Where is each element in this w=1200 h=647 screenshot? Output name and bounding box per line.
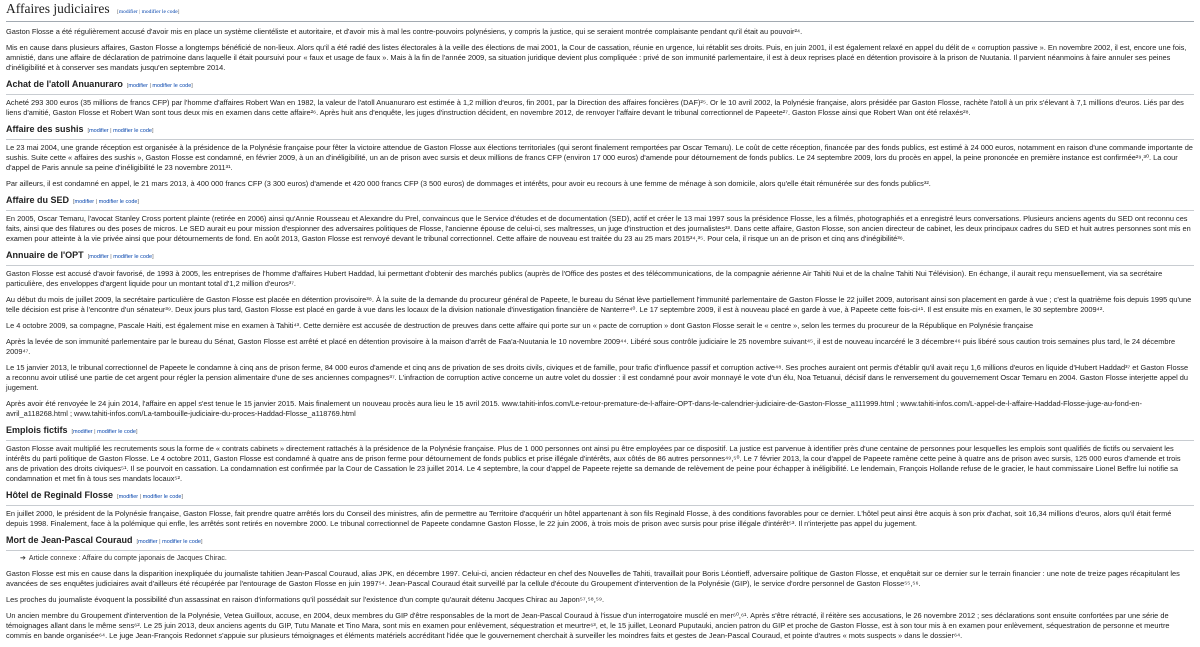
paragraph: Gaston Flosse est mis en cause dans la disparition inexpliquée du journaliste tahitien Jean-Pascal Couraud, alias JPK, en décembre 1997. Celui-ci, ancien rédacteur en chef des Nouvelles de Tahiti, travaillait pour Boris Léontieff, adversaire politique de Gaston Flosse, et enquêtait sur ce dernier sur le terrain financier : une note de treize pages récapitulant les avancées de ses enquêtes judiciaires avait d'ailleurs été récupérée par l'entourage de Gaston Flosse en juin 1997⁵⁴. Jean-Pascal Couraud était surveillé par la cellule d'écoute du Groupement d'intervention de la Polynésie (GIP), le service d'ordre personnel de Gaston Flosse⁵⁵,⁵⁶.: [6, 569, 1180, 588]
section-title: [6, 0, 1194, 22]
edit-links: [modifier | modifier le code]: [116, 9, 180, 15]
paragraph: Après avoir été renvoyée le 24 juin 2014, l'affaire en appel s'est tenue le 15 janvier 2015. Mais finalement un nouveau procès aura lieu le 15 avril 2015. www.tahiti-infos.com/Le-retour-premature-de-l-affaire-OPT-dans-le-calendrier-judiciaire-de-Gaston-Flosse_a111999.html ; www.tahiti-infos.com/L-appel-de-l-affaire-Haddad-Flosse-juge-au-fond-en-avril_a118268.html ; www.tahiti-infos.com/La-tambouille-judiciaire-du-proces-Haddad-Flosse_a118769.html: [6, 399, 1142, 418]
paragraph: En juillet 2000, le président de la Polynésie française, Gaston Flosse, fait prendre quatre arrêtés lors du Conseil des ministres, afin de permettre au Territoire d'acquérir un hôtel appartenant à son fils Reginald Flosse, à des conditions favorables pour ce dernier. L'hôtel peut ainsi être acquis à son prix d'achat, soit 16,34 millions d'euros, alors qu'il était fermé depuis 1998. Finalement, face à la polémique qui enfle, les arrêtés sont retirés en novembre 2000. Le tribunal correctionnel de Papeete condamne Gaston Flosse, le 22 juin 2006, à trois mois de prison avec sursis pour prise illégale d'intérêt⁵³. Il n'interjette pas appel du jugement.: [6, 509, 1172, 528]
paragraph: Gaston Flosse est accusé d'avoir favorisé, de 1993 à 2005, les entreprises de l'homme d'affaires Hubert Haddad, lui permettant d'obtenir des marchés publics (auprès de l'Office des postes et des télécommunications, de la compagnie aérienne Air Tahiti Nui et de la chaîne Tahiti Nui Télévision). En échange, il aurait reçu mensuellement, via sa secrétaire particulière, des enveloppes d'argent liquide pour un montant total d'1,2 million d'euros³⁷.: [6, 269, 1163, 288]
paragraph: Gaston Flosse a été régulièrement accusé d'avoir mis en place un système clientéliste et autoritaire, et d'avoir mis à mal les contre-pouvoirs polynésiens, y compris la justice, qui se seraient montrée complaisante pendant qu'il était au pouvoir²⁴.: [6, 27, 803, 36]
subsection-heading: [6, 124, 1194, 140]
edit-links: [modifier | modifier le code]: [87, 254, 154, 260]
edit-link-separator: |: [94, 199, 99, 205]
edit-link-separator: |: [108, 128, 114, 134]
edit-links: [modifier | modifier le code]: [126, 83, 193, 89]
edit-link[interactable]: modifier: [118, 494, 139, 500]
subsection-heading-text: Affaire des sushis: [6, 124, 84, 134]
section: [6, 425, 1194, 484]
edit-links: [modifier | modifier le code]: [87, 128, 154, 134]
edit-link[interactable]: modifier: [89, 128, 109, 134]
edit-links: [modifier | modifier le code]: [73, 199, 139, 205]
paragraph: Le 4 octobre 2009, sa compagne, Pascale Haiti, est également mise en examen à Tahiti⁴³. Cette dernière est accusée de destruction de preuves dans cette affaire qui porte sur un « pacte de corruption » dont Gaston Flosse serait le « centre », selon les termes du procureur de la République en Polynésie française: [6, 321, 1034, 330]
edit-link-separator: |: [157, 539, 163, 545]
paragraph: Un ancien membre du Groupement d'intervention de la Polynésie, Vetea Guilloux, accuse, en 2004, deux membres du GIP d'être responsables de la mort de Jean-Pascal Couraud à l'issue d'un interrogatoire musclé en mer⁶⁰,⁶¹. Après s'être rétracté, il réitère ses accusations, le 26 novembre 2012 ; ses déclarations sont ensuite confortées par une série de témoignages allant dans le même sens⁶². Le 25 juin 2013, deux anciens agents du GIP, Tutu Manate et Tino Mara, sont mis en examen pour enlèvement, séquestration et meurtre⁶³, et, le 15 juillet, Leonard Puputauki, ancien patron du GIP et proche de Gaston Flosse, est à son tour mis à en examen pour enlèvement, séquestration de personne et meurtre commis en bande organisée⁶⁴. Le juge Jean-François Redonnet s'appuie sur plusieurs témoignages et éléments matériels accréditant l'idée que le gouvernement cherchait à surveiller les moindres faits et gestes de Jean-Pascal Couraud, et pointe d'autres « mots suspects » dans le dossier⁶⁴.: [6, 611, 1170, 640]
edit-source-link[interactable]: modifier le code: [162, 539, 201, 545]
edit-source-link[interactable]: modifier le code: [141, 9, 178, 15]
edit-links: [modifier | modifier le code]: [71, 429, 138, 435]
paragraph: En 2005, Oscar Temaru, l'avocat Stanley Cross portent plainte (retirée en 2006) ainsi qu'Annie Rousseau et Alexandre du Prel, convaincus que le Service d'études et de documentation (SED), actif et créer le 13 mai 1997 sous la présidence Flosse, les a filmés, photographiés et a enregistré leurs conversations. Plusieurs anciens agents du SED ont reconnu ces faits, ainsi que des filatures ou des poses de micros. Le SED aurait eu pour mission d'espionner des adversaires politiques de Flosse, l'ancienne épouse de celui-ci, ses maîtresses, un juge d'instruction et des journalistes³³. Dans cette affaire, Gaston Flosse, son ancien directeur de cabinet, les deux principaux cadres du SED et huit autres personnes sont mis en examen pour atteinte à la vie privée ainsi que pour détournements de fond. En août 2013, Gaston Flosse est renvoyé devant le tribunal correctionnel. Cette affaire de nouveau est traitée du 23 au 25 mars 2015³⁴,³⁵. Pour cela, il risque un an de prison et cinq ans d'inégibilité³⁶.: [6, 214, 1191, 243]
hatnote: [6, 554, 1194, 564]
paragraph: Mis en cause dans plusieurs affaires, Gaston Flosse a longtemps bénéficié de non-lieux. Alors qu'il a été radié des listes électorales à la veille des élections de mai 2001, la Cour de cassation, réunie en urgence, lui rétablit ses droits. Puis, en juin 2001, il est également relaxé en appel du délit de « corruption passive ». En novembre 2002, il est, encore une fois, amnistié, dans une affaire de déclaration de patrimoine dans laquelle il était poursuivi pour « faux et usage de faux ». Mais à la fin de l'année 2009, sa situation juridique devient plus compliquée : privé de son immunité parlementaire, il est à deux reprises placé en détention provisoire à la prison de Nuutania. Il parvient néanmoins à faire annuler ses peines d'inéligibilité et à conserver ses mandats jusqu'en septembre 2014.: [6, 43, 1187, 72]
edit-source-link[interactable]: modifier le code: [98, 199, 138, 205]
hatnote-text: Article connexe : Affaire du compte japonais de Jacques Chirac.: [28, 555, 227, 562]
paragraph: Par ailleurs, il est condamné en appel, le 21 mars 2013, à 400 000 francs CFP (3 300 euros) d'amende et 420 000 francs CFP (3 500 euros) de dommages et intérêts, pour avoir eu recours à une femme de ménage à son domicile, alors qu'elle était rémunérée sur des fonds publics³².: [6, 179, 931, 188]
paragraph: Après la levée de son immunité parlementaire par le bureau du Sénat, Gaston Flosse est arrêté et placé en détention provisoire à la maison d'arrêt de Faa'a-Nuutania le 10 novembre 2009⁴⁴. Libéré sous contrôle judiciaire le 25 novembre suivant⁴⁵, il est de nouveau incarcéré le 3 décembre⁴⁶ puis libéré sous caution trois semaines plus tard, le 24 décembre 2009⁴⁷.: [6, 337, 1176, 356]
paragraph: Les proches du journaliste évoquent la possibilité d'un assassinat en raison d'informations qu'il possédait sur l'existence d'un compte qu'aurait détenu Jacques Chirac au Japon⁵⁷,⁵⁸,⁵⁹.: [6, 595, 605, 604]
section: [6, 79, 1194, 118]
edit-source-link[interactable]: modifier le code: [113, 254, 153, 260]
paragraph: Le 23 mai 2004, une grande réception est organisée à la présidence de la Polynésie française pour fêter la victoire attendue de Gaston Flosse aux élections territoriales (qui seront finalement remportées par Oscar Temaru). Le coût de cette réception, financée par des fonds publics, est estimé à 24 000 euros, notamment en raison d'une commande importante de sushis. Suite cette « affaires des sushis », Gaston Flosse est condamné, en février 2009, à un an d'inéligibilité, un an de prison avec sursis et deux millions de francs CFP (environ 17 000 euros) d'amende pour détournement de fonds publics. Le 24 septembre 2009, lors du procès en appel, la peine prononcée en première instance est confirmée²⁹,³⁰. La cour d'appel de Paris annule sa peine d'inéligibilité le 23 novembre 2011³¹.: [6, 143, 1193, 172]
section: [6, 490, 1194, 529]
paragraph: Le 15 janvier 2013, le tribunal correctionnel de Papeete le condamne à cinq ans de prison ferme, 84 000 euros d'amende et cinq ans de privation de ses droits civils, civiques et de famille, pour trafic d'influence passif et corruption active⁴⁸. Ses proches auraient ont permis d'établir qu'il avait reçu 1,6 millions d'euros en liquide d'Hubert Haddad³⁷ et Gaston Flosse a reconnu avoir utilisé une partie de cet argent pour régler la pension alimentaire d'une de ses anciennes compagnes³⁷. L'infraction de corruption active concerne un autre volet du dossier : il est condamné pour avoir monnayé le vote d'un élu, Noa Tetuanui, décisif dans le renversement du gouvernement Oscar Temaru en 2004. Gaston Flosse interjette appel du jugement.: [6, 363, 1189, 392]
paragraph: Gaston Flosse avait multiplié les recrutements sous la forme de « contrats cabinets » directement rattachés à la présidence de la Polynésie française. Plus de 1 000 personnes ont ainsi pu être employées par ce dispositif. La justice est parvenue à identifier près d'une centaine de personnes pour lesquelles les emplois sont qualifiés de fictifs ou servaient les intérêts du parti politique de Gaston Flosse. Le 4 octobre 2011, Gaston Flosse est condamné à quatre ans de prison ferme pour détournement de fonds publics et prise illégale d'intérêts, aux côtés de 86 autres personnes⁴⁹,⁵⁰. Le 7 février 2013, la cour d'appel de Papeete ramène cette peine à quatre ans de prison avec sursis, 125 000 euros d'amende et trois ans de privation des droits civiques⁵¹. Il se pourvoit en cassation. La condamnation est confirmée par la Cour de Cassation le 23 juillet 2014. Le 4 septembre, la cour d'appel de Papeete rejette sa demande de relèvement de peine pour échapper à inéligibilité. Le lendemain, François Hollande refuse de le gracier, le haut commissaire Lionel Beffre lui notifie sa condamnation et met fin à tous ses mandats locaux⁵².: [6, 444, 1181, 483]
edit-link[interactable]: modifier: [89, 254, 109, 260]
subsection-heading: [6, 535, 1194, 551]
edit-links: [modifier | modifier le code]: [136, 539, 203, 545]
paragraph: Au début du mois de juillet 2009, la secrétaire particulière de Gaston Flosse est placée en détention provisoire³⁸. À la suite de la demande du procureur général de Papeete, le bureau du Sénat lève partiellement l'immunité parlementaire de Gaston Flosse le 22 juillet 2009, autorisant ainsi son placement en garde à vue ; c'est la quatrième fois depuis 1995 qu'une telle décision est prise à l'encontre d'un sénateur³⁹. Deux jours plus tard, Gaston Flosse est placé en garde à vue dans les locaux de la division nationale d'investigation financière de Nanterre⁴⁰. Le 17 septembre 2009, il est à nouveau placé en garde à vue, à Papeete cette fois-ci⁴¹. Il est ensuite mis en examen, le 30 septembre 2009⁴².: [6, 295, 1192, 314]
edit-source-link[interactable]: modifier le code: [142, 494, 182, 500]
paragraph: Acheté 293 300 euros (35 millions de francs CFP) par l'homme d'affaires Robert Wan en 1982, la valeur de l'atoll Anuanuraro est estimée à 1,2 million d'euros, fin 2001, par la Direction des affaires foncières (DAF)²⁵. Or le 10 avril 2002, la Polynésie française, alors présidée par Gaston Flosse, rachète l'atoll à un prix s'élevant à 7,1 millions d'euros. Liés par des liens d'amitié, Gaston Flosse et Robert Wan sont tous deux mis en examen dans cette affaire²⁶. Après huit ans d'enquête, les juges d'instruction décident, en novembre 2012, de renvoyer l'affaire devant le tribunal correctionnel de Papeete²⁷. Gaston Flosse ainsi que Robert Wan ont été relaxés²⁸.: [6, 98, 1184, 117]
edit-link-separator: |: [138, 494, 143, 500]
subsection-heading: [6, 425, 1194, 441]
edit-link-separator: |: [92, 429, 98, 435]
edit-link-separator: |: [147, 83, 153, 89]
section: [6, 535, 1194, 641]
edit-link[interactable]: modifier: [138, 539, 158, 545]
edit-source-link[interactable]: modifier le code: [97, 429, 136, 435]
edit-link[interactable]: modifier: [128, 83, 148, 89]
subsection-heading-text: Emplois fictifs: [6, 425, 68, 435]
edit-link[interactable]: modifier: [73, 429, 93, 435]
section: [6, 124, 1194, 189]
arrow-icon: ➔: [20, 555, 26, 562]
edit-source-link[interactable]: modifier le code: [113, 128, 152, 134]
subsection-heading: [6, 195, 1194, 211]
section: [6, 250, 1194, 419]
edit-link-separator: |: [108, 254, 114, 260]
sections: [6, 79, 1194, 641]
section-title-text: Affaires judiciaires: [6, 1, 110, 16]
subsection-heading-text: Achat de l'atoll Anuanuraro: [6, 79, 123, 89]
subsection-heading-text: Mort de Jean-Pascal Couraud: [6, 535, 133, 545]
subsection-heading-text: Annuaire de l'OPT: [6, 250, 84, 260]
subsection-heading: [6, 490, 1194, 506]
subsection-heading-text: Affaire du SED: [6, 195, 70, 205]
section: [6, 195, 1194, 244]
subsection-heading: [6, 250, 1194, 266]
subsection-heading: [6, 79, 1194, 95]
subsection-heading-text: Hôtel de Reginald Flosse: [6, 490, 114, 500]
edit-links: [modifier | modifier le code]: [117, 494, 183, 500]
edit-link[interactable]: modifier: [118, 9, 138, 15]
edit-source-link[interactable]: modifier le code: [152, 83, 192, 89]
intro: [6, 27, 1194, 73]
edit-link[interactable]: modifier: [74, 199, 95, 205]
edit-link-separator: |: [137, 9, 142, 15]
